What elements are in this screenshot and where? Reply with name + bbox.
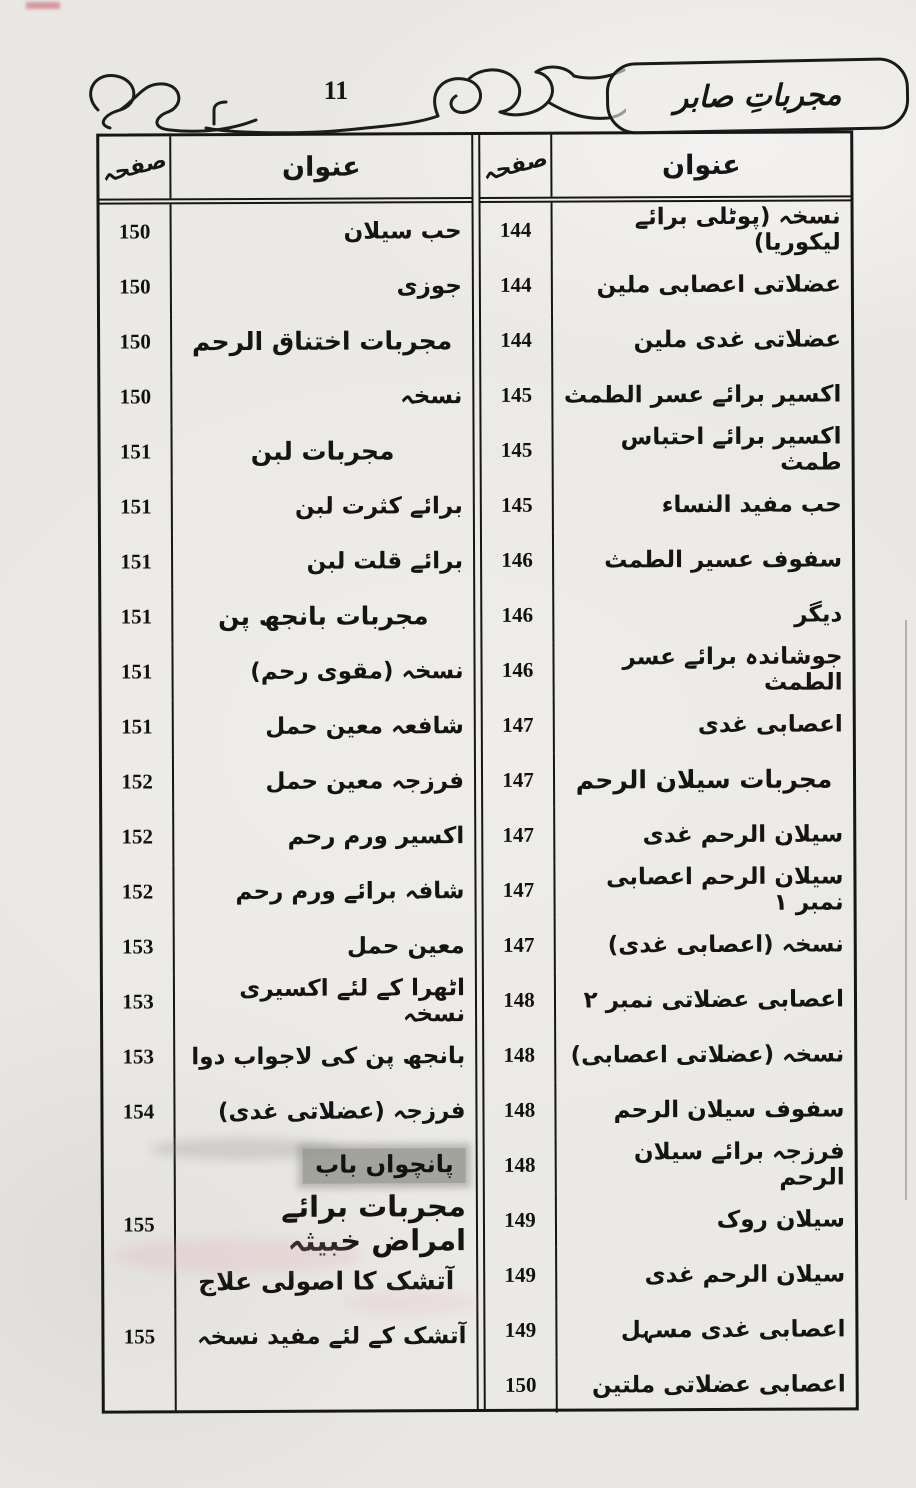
toc-row <box>104 1138 476 1195</box>
toc-row <box>102 698 474 755</box>
entry-title: برائے کثرت لبن <box>294 492 463 520</box>
entry-title: اعصابی غدی مسہل <box>620 1315 846 1343</box>
entry-title: اعصابی غدی <box>697 710 843 738</box>
entry-page-number: 151 <box>101 534 173 589</box>
entry-title: اکسیر ورم رحم <box>287 822 465 850</box>
entry-title: اعصابی عضلاتی نمبر ۲ <box>583 985 845 1014</box>
entry-page-number <box>104 1139 176 1194</box>
toc-row <box>485 1136 855 1193</box>
toc-row <box>103 918 475 975</box>
empty-page-cell <box>105 1364 177 1410</box>
entry-title: فرزجہ معین حمل <box>265 767 465 795</box>
entry-page-number: 145 <box>481 368 553 423</box>
entry-title: مجربات سیلان الرحم <box>575 764 833 795</box>
entry-page-number: 153 <box>103 974 175 1029</box>
entry-title: فرزجہ (عضلاتی غدی) <box>217 1097 466 1125</box>
entry-page-number: 147 <box>483 698 555 753</box>
empty-title-cell <box>177 1363 477 1410</box>
entry-title: نسخہ (اعصابی غدی) <box>607 930 844 958</box>
entry-title: مجربات برائے امراض خبیثہ <box>281 1189 467 1258</box>
entry-title: عضلاتی اعصابی ملین <box>596 270 841 298</box>
entry-title: مجربات لبن <box>250 436 395 466</box>
title-column-header-cell <box>552 133 850 196</box>
toc-row <box>482 476 852 533</box>
entry-title: عضلاتی غدی ملین <box>633 325 842 353</box>
entry-title: سیلان الرحم غدی <box>642 820 844 848</box>
book-title: مجرباتِ صابر <box>673 76 842 116</box>
toc-row <box>485 1246 855 1303</box>
toc-row <box>482 531 852 588</box>
toc-left-section <box>99 135 477 1411</box>
toc-row <box>484 971 854 1028</box>
entry-page-number: 150 <box>100 369 172 424</box>
entry-page-number: 152 <box>102 864 174 919</box>
page-column-header-cell <box>99 136 171 198</box>
toc-row <box>485 1191 855 1248</box>
entry-page-number: 148 <box>484 1028 556 1083</box>
entry-title: اکسیر برائے عسر الطمث <box>563 380 842 409</box>
toc-rows-left <box>100 203 477 1365</box>
entry-title: سفوف عسیر الطمث <box>604 545 843 573</box>
toc-row <box>481 311 851 368</box>
entry-title: معین حمل <box>346 932 465 960</box>
entry-page-number: 149 <box>485 1303 557 1358</box>
entry-page-number: 149 <box>485 1248 557 1303</box>
entry-page-number: 151 <box>102 699 174 754</box>
book-title-banner <box>605 57 909 135</box>
entry-title: آتشک کا اصولی علاج <box>198 1266 455 1297</box>
entry-page-number: 144 <box>481 313 553 368</box>
toc-row <box>104 1308 476 1365</box>
entry-page-number: 146 <box>482 533 554 588</box>
entry-page-number: 153 <box>103 1029 175 1084</box>
entry-title: اکسیر برائے احتباس طمث <box>620 422 842 476</box>
entry-title: نسخہ (عضلاتی اعصابی) <box>570 1040 845 1069</box>
page-column-header-cell <box>480 135 552 197</box>
toc-right-section <box>480 133 856 1409</box>
toc-row <box>100 258 472 315</box>
toc-row <box>104 1189 476 1258</box>
toc-row <box>483 806 853 863</box>
entry-title: سیلان الرحم اعصابی نمبر ۱ <box>606 862 844 916</box>
entry-page-number: 151 <box>101 479 173 534</box>
title-column-header: عنوان <box>281 151 361 183</box>
entry-title: سفوف سیلان الرحم <box>613 1095 845 1123</box>
entry-page-number: 145 <box>481 423 553 478</box>
toc-row <box>481 256 851 313</box>
toc-row <box>100 313 472 370</box>
entry-title: سیلان الرحم غدی <box>644 1260 846 1288</box>
entry-page-number: 150 <box>100 259 172 314</box>
entry-title: نسخہ (پوٹلی برائے لیکوریا) <box>634 202 841 256</box>
entry-page-number: 146 <box>482 643 554 698</box>
page-number: 11 <box>323 76 349 105</box>
entry-page-number: 151 <box>101 644 173 699</box>
entry-page-number: 148 <box>485 1138 557 1193</box>
entry-page-number: 153 <box>103 919 175 974</box>
entry-page-number: 150 <box>100 314 172 369</box>
chapter-heading-highlight: پانچواں باب <box>303 1148 466 1184</box>
toc-row <box>482 586 852 643</box>
entry-title: اٹھرا کے لئے اکسیری نسخہ <box>239 974 466 1027</box>
toc-row <box>101 478 473 535</box>
entry-page-number: 152 <box>102 809 174 864</box>
entry-title <box>176 1138 476 1194</box>
entry-page-number: 155 <box>104 1194 176 1254</box>
entry-page-number: 155 <box>104 1309 176 1364</box>
entry-title: مجربات بانجھ پن <box>218 601 429 632</box>
toc-row <box>103 1083 475 1140</box>
entry-page-number: 147 <box>483 753 555 808</box>
toc-row <box>483 696 853 753</box>
toc-row <box>484 1081 854 1138</box>
toc-row <box>102 808 474 865</box>
entry-page-number: 146 <box>482 588 554 643</box>
empty-filler-row <box>105 1363 477 1411</box>
entry-page-number: 151 <box>100 424 172 479</box>
entry-page-number: 145 <box>482 478 554 533</box>
entry-page-number: 149 <box>485 1193 557 1248</box>
entry-title: جوشاندہ برائے عسر الطمث <box>622 642 843 696</box>
toc-row <box>482 641 852 698</box>
toc-header-row <box>480 133 850 203</box>
entry-page-number: 152 <box>102 754 174 809</box>
entry-title: دیگر <box>794 600 843 628</box>
entry-page-number: 148 <box>484 1083 556 1138</box>
scan-edge-line <box>905 620 907 1200</box>
entry-page-number: 147 <box>483 863 555 918</box>
toc-row <box>100 368 472 425</box>
entry-title: فرزجہ برائے سیلان الرحم <box>633 1137 845 1191</box>
toc-row <box>483 861 853 918</box>
page-column-header: صفحہ <box>480 145 551 187</box>
toc-row <box>104 1253 476 1310</box>
toc-row <box>484 916 854 973</box>
title-column-header: عنوان <box>661 149 741 181</box>
entry-title: حب مفید النساء <box>661 490 842 518</box>
entry-title: بانجھ پن کی لاجواب دوا <box>191 1042 466 1070</box>
entry-title: برائے قلت لبن <box>306 547 464 575</box>
toc-row <box>100 203 472 260</box>
toc-row <box>102 753 474 810</box>
toc-row <box>483 751 853 808</box>
toc-row <box>101 588 473 645</box>
toc-row <box>481 201 851 258</box>
entry-page-number: 154 <box>103 1084 175 1139</box>
entry-title: شافعہ معین حمل <box>265 712 464 740</box>
toc-row <box>102 863 474 920</box>
toc-row <box>481 366 851 423</box>
entry-title: اعصابی عضلاتی ملتین <box>591 1370 846 1399</box>
entry-title: مجربات اختناق الرحم <box>191 326 453 357</box>
entry-page-number: 150 <box>486 1358 558 1413</box>
entry-title: حب سیلان <box>343 217 462 245</box>
toc-row <box>484 1026 854 1083</box>
toc-row <box>101 533 473 590</box>
toc-row <box>481 421 851 478</box>
entry-page-number: 144 <box>481 203 553 258</box>
entry-title: سیلان روک <box>716 1205 846 1233</box>
entry-page-number: 147 <box>483 808 555 863</box>
entry-page-number: 144 <box>481 258 553 313</box>
entry-page-number: 151 <box>101 589 173 644</box>
entry-page-number <box>104 1254 176 1309</box>
entry-page-number: 147 <box>484 918 556 973</box>
toc-rows-right <box>481 201 856 1413</box>
title-column-header-cell <box>171 135 471 198</box>
toc-header-row <box>99 135 471 205</box>
toc-table <box>96 130 859 1413</box>
entry-title: نسخہ <box>400 382 463 409</box>
toc-row <box>103 973 475 1030</box>
entry-title: جوزی <box>396 272 462 299</box>
toc-row <box>103 1028 475 1085</box>
entry-page-number: 148 <box>484 973 556 1028</box>
entry-page-number: 150 <box>100 204 172 259</box>
toc-row <box>486 1356 856 1413</box>
red-pen-mark <box>26 2 60 9</box>
page-column-header: صفحہ <box>99 147 170 188</box>
entry-title: شافہ برائے ورم رحم <box>235 877 465 905</box>
entry-title: نسخہ (مقوی رحم) <box>250 657 464 685</box>
entry-title: آتشک کے لئے مفید نسخہ <box>196 1322 467 1350</box>
toc-row <box>101 643 473 700</box>
toc-row <box>485 1301 855 1358</box>
toc-row <box>100 423 472 480</box>
